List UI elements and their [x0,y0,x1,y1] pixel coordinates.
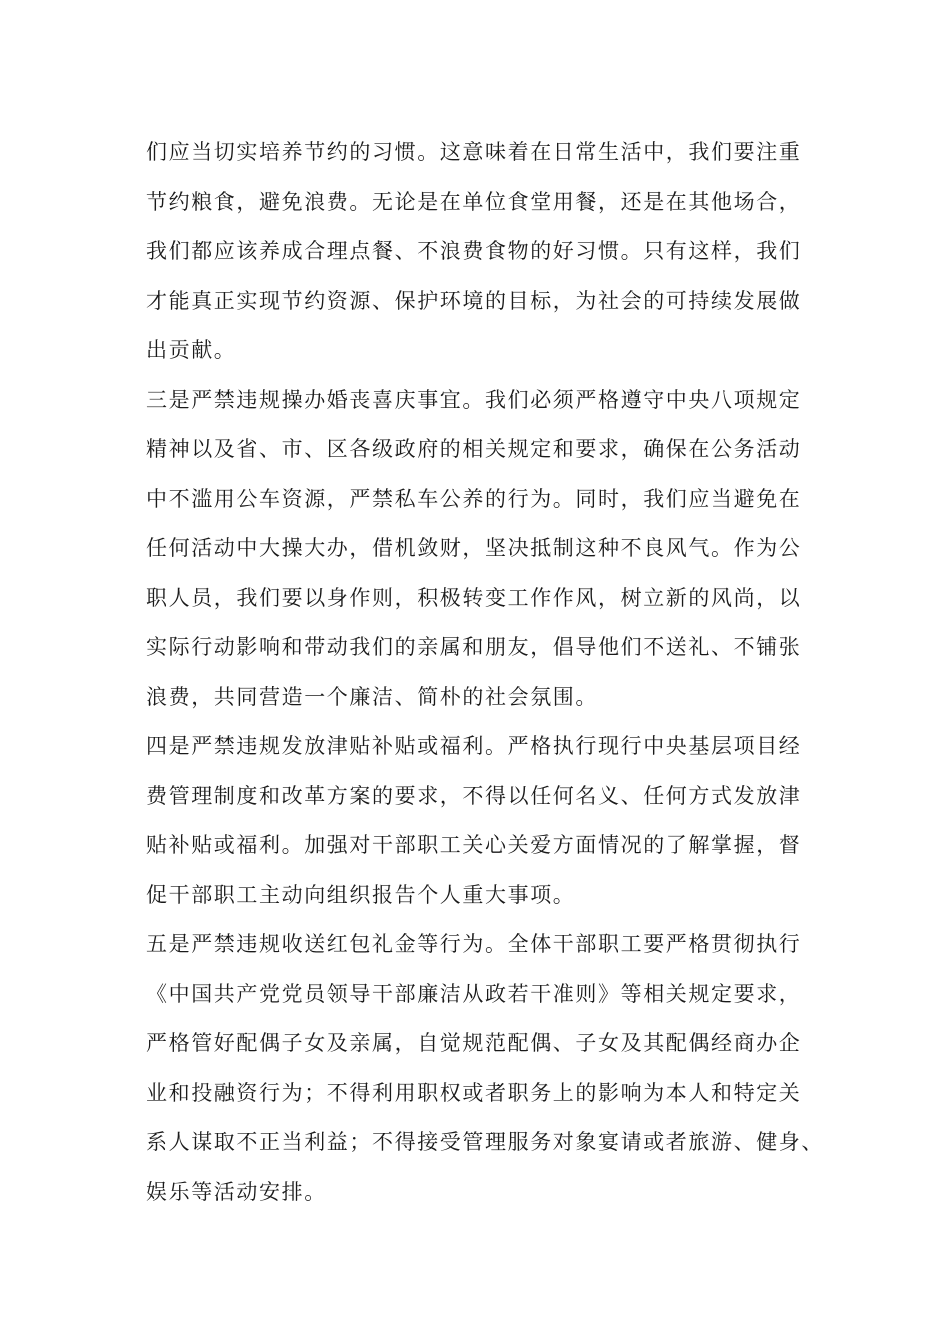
text-line: 实际行动影响和带动我们的亲属和朋友，倡导他们不送礼、不铺张 [146,635,802,659]
paragraph-item-four [146,722,836,920]
text-line: 精神以及省、市、区各级政府的相关规定和要求，确保在公务活动 [146,437,802,461]
text-line: 节约粮食，避免浪费。无论是在单位食堂用餐，还是在其他场合， [146,189,802,214]
text-line: 四是严禁违规发放津贴补贴或福利。严格执行现行中央基层项目经 [146,734,802,758]
text-line: 们应当切实培养节约的习惯。这意味着在日常生活中，我们要注重 [146,140,802,164]
text-line: 职人员，我们要以身作则，积极转变工作作风，树立新的风尚，以 [146,585,802,610]
paragraph-item-three [146,376,836,723]
text-line: 娱乐等活动安排。 [146,1179,327,1204]
document-body [146,128,836,1217]
text-line: 业和投融资行为；不得利用职权或者职务上的影响为本人和特定关 [146,1080,802,1105]
text-line: 浪费，共同营造一个廉洁、简朴的社会氛围。 [146,684,598,709]
text-line: 促干部职工主动向组织报告个人重大事项。 [146,882,576,907]
text-line: 贴补贴或福利。加强对干部职工关心关爱方面情况的了解掌握，督 [146,833,802,857]
text-line: 费管理制度和改革方案的要求，不得以任何名义、任何方式发放津 [146,783,802,808]
paragraph-frugality [146,128,836,376]
text-line: 任何活动中大操大办，借机敛财，坚决抵制这种不良风气。作为公 [146,536,802,560]
text-line: 我们都应该养成合理点餐、不浪费食物的好习惯。只有这样，我们 [146,239,802,263]
text-line: 系人谋取不正当利益；不得接受管理服务对象宴请或者旅游、健身、 [146,1130,824,1154]
text-line: 才能真正实现节约资源、保护环境的目标，为社会的可持续发展做 [146,288,802,313]
text-line: 严格管好配偶子女及亲属，自觉规范配偶、子女及其配偶经商办企 [146,1031,802,1055]
text-line: 中不滥用公车资源，严禁私车公养的行为。同时，我们应当避免在 [146,486,802,511]
text-line: 三是严禁违规操办婚丧喜庆事宜。我们必须严格遵守中央八项规定 [146,387,802,412]
paragraph-item-five [146,920,836,1217]
text-line: 《中国共产党党员领导干部廉洁从政若干准则》等相关规定要求， [146,981,802,1006]
text-line: 出贡献。 [146,338,237,362]
text-line: 五是严禁违规收送红包礼金等行为。全体干部职工要严格贯彻执行 [146,932,802,956]
